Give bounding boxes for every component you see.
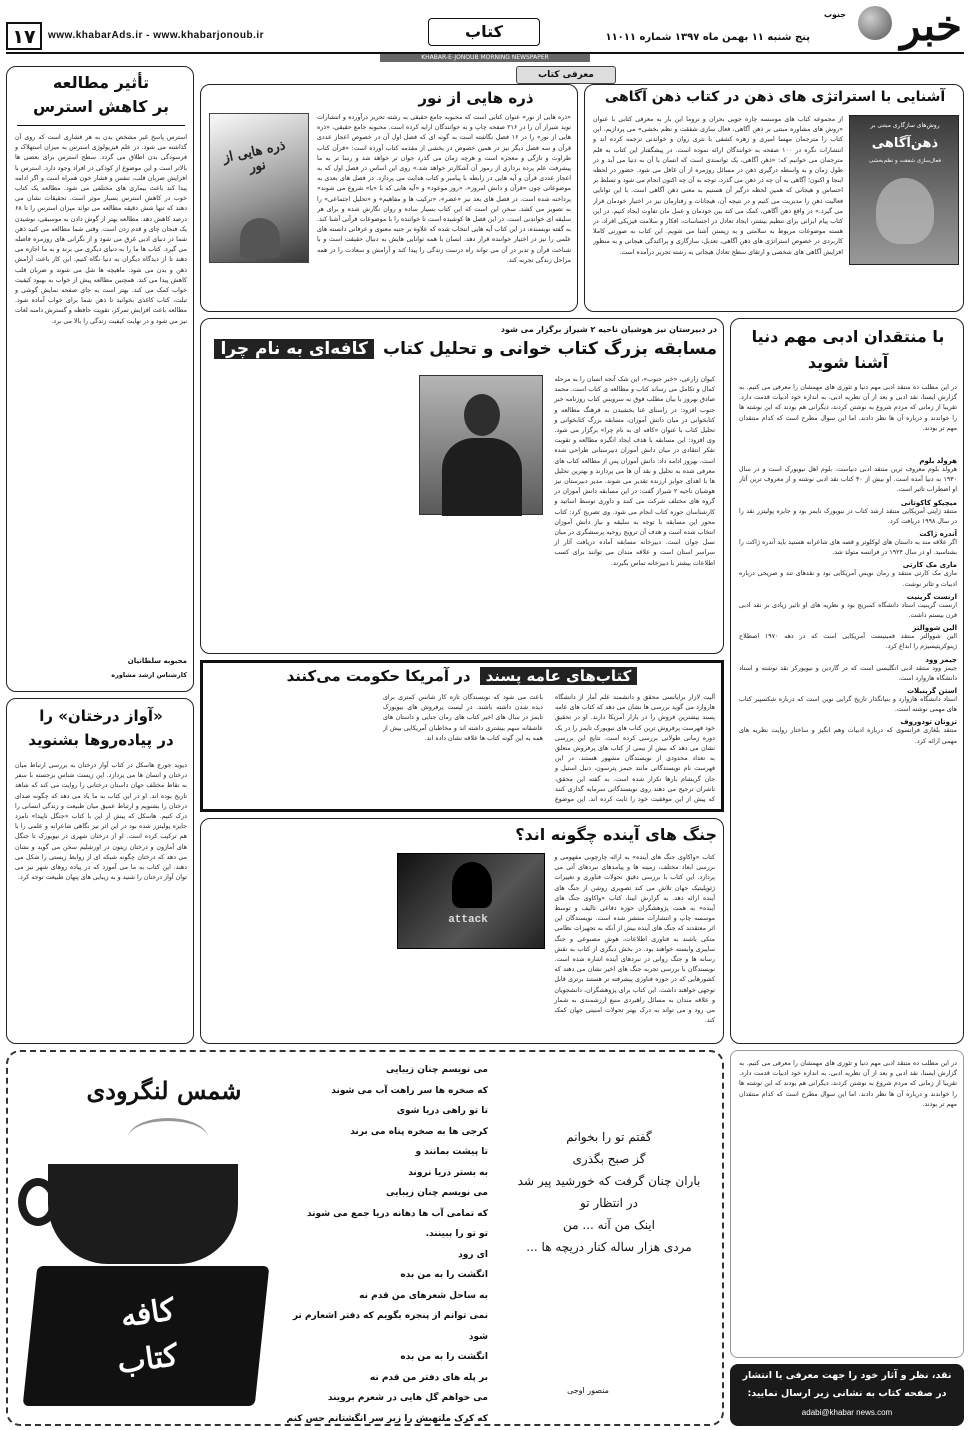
hands-icon [240, 218, 280, 258]
submission-email[interactable]: adabi@khabar news.com [801, 1408, 893, 1417]
critics-continuation-text: در این مطلب ده منتقد ادبی مهم دنیا و تئوری های مهمشان را معرفی می کنیم. به گزارش ایسنا، نقد ادبی و بعد از آن نظریه ادبی، به اندازه خود ادبیات قدمت دارد. تقریبا از زمانی که مردم شروع به نوشتن کردند، دیگرانی هم بودند که این نوشته ها را خواندند و درباره آن ها نظر دادند. اما این سوال مطرح است که کدام منتقدان مهم تر بودند. [739, 1060, 957, 1108]
book-cover-mindfulness [849, 115, 959, 265]
article-stress-role: کارشناس ارشد مشاوره [111, 671, 187, 679]
poem-shams [278, 1060, 488, 1422]
poem2-author: منصور اوجی [567, 1386, 609, 1395]
critic-item [739, 593, 957, 621]
logo-text: خبر [900, 1, 962, 50]
poem2-line: باران چنان گرفت که خورشید پیر شد [517, 1174, 701, 1188]
article-trees [6, 698, 194, 1044]
poem-line: انگشت را به من بده [400, 1352, 488, 1362]
critic-item [739, 457, 957, 496]
critic-name: تزوتان تودوروف [900, 718, 957, 727]
masthead [0, 0, 970, 62]
article-bestsellers-highlight: کتاب‌های عامه پسند [480, 667, 638, 685]
cup-handle-icon [18, 1178, 58, 1226]
issue-date: پنج شنبه ۱۱ بهمن ماه ۱۳۹۷ شماره ۱۱۰۱۱ [605, 32, 810, 43]
article-trees-title-1: «آواز درختان» را [39, 707, 163, 725]
critic-item [739, 718, 957, 746]
poem-line: که صخره ها سر راهت آب می شوند [331, 1085, 488, 1096]
poem2-line: در انتظار تو [580, 1196, 638, 1210]
critics-continuation-rule [730, 1050, 964, 1358]
cafe-label-2: کتاب [115, 1337, 181, 1382]
poem-line: می نویسم چنان زیبایی [385, 1065, 488, 1075]
poem2-line: اینک من آنه ... من [563, 1218, 655, 1232]
poetry-box [6, 1050, 724, 1426]
article-critics-title-2: آشنا شوید [807, 353, 889, 372]
poem-line: انگشت را به من بده [400, 1270, 488, 1280]
critic-item [739, 656, 957, 684]
poem-line: تا پیشت بمانند و [415, 1147, 488, 1157]
critic-name: هرولد بلوم [919, 457, 957, 465]
critic-text: منتقد بلغاری فرانسوی که درباره ادبیات وهم انگیز و ساختار روایت نظریه های مهمی ارائه کرد. [739, 727, 957, 745]
submission-line-2: در صفحه کتاب به نشانی زیر ارسال نمایید: [747, 1388, 947, 1399]
book-cover-line: فعال‌سازی شفقت و نظم‌بخشی [869, 158, 941, 164]
article-contest-body: کیوان زارعی، «خبر جنوب»، این شک آنجه انسان را به مرحله کمال و تکامل می رساند کتاب و مطالعه ی کتاب است. محمد صادق بهروز با بیان مطلب فوق به سرویس کتاب روزنامه خبر جنوب افزود: در راستای غنا بخشیدن به فرهنگ مطالعه و کتابخوانی در میان دانش آموزان، مسابقه بزرگ کتابخوانی و تحلیل کتاب با عنوان «کافه ای به نام چرا» برگزار می شود. وی افزود: این مسابقه با هدف ایجاد انگیزه مطالعه و تقویت تفکر انتقادی در میان دانش آموزان دبیرستانی طراحی شده است. بهروز ادامه داد: دانش آموزان پس از مطالعه کتاب های معرفی شده به تحلیل و نقد آن ها می پردازند و بهترین تحلیل ها با اهدای جوایز ارزنده تقدیر می شوند. مدیر دبیرستان نیز هوشیان ناحیه ۲ شیراز گفت: در این مسابقه دانش آموزان در گروه های مختلف شرکت می کنند و داوری توسط اساتید و کارشناسان حوزه کتاب انجام می شود. وی تصریح کرد: کتاب محور این مسابقه با توجه به سلیقه و نیاز دانش آموزان انتخاب شده است و هدف آن ترویج روحیه پرسشگری در میان نسل جوان است. دبیرخانه مسابقه آماده دریافت آثار از سراسر استان است و علاقه مندان می توانند برای کسب اطلاعات بیشتر با دبیرخانه تماس بگیرند. [554, 376, 715, 567]
critic-item [739, 499, 957, 527]
article-war [200, 818, 724, 1044]
steam-icon [128, 1118, 208, 1158]
article-contest-headline [209, 339, 717, 365]
poem-line: کرجی ها به صخره پناه می برند [350, 1126, 488, 1137]
critic-text: ماری مک کارتی منتقد و رمان نویس آمریکایی بود و نقدهای تند و صریحی درباره ادبیات و تئاتر نوشت. [739, 570, 957, 588]
critic-text: هرولد بلوم معروف ترین منتقد ادبی دنیاست. بلوم اهل نیویورک است و در سال ۱۹۳۰ به دنیا آمده است. او بیش از ۴۰ کتاب نقد ادبی نوشته و از معروف ترین آثار او اضطراب تاثیر است. [739, 466, 957, 494]
article-light-title: ذره هایی از نور [418, 89, 534, 107]
article-bestsellers-body: آلیت لازار برایانسی محقق و دانشمند علم آمار از دانشگاه هاروارد می گوید بررسی ها نشان می دهد که کتاب های عامه پسند بیشترین فروش را در بازار آمریکا دارند. او در تحقیق خود فهرست پرفروش ترین کتاب های نیویورک تایمز را در یک دوره زمانی طولانی بررسی کرده است. نتایج این بررسی نشان می دهد که بیش از نیمی از کتاب های پرفروش متعلق به تعداد محدودی از نویسندگان مشهور هستند. در این فهرست نام نویسندگانی مانند جیمز پترسون، دنیل استیل و جان گریشام بارها تکرار شده است. به گفته این محقق، ناشران ترجیح می دهند روی نویسندگانی سرمایه گذاری کنند که پیش از این موفقیت خود را ثابت کرده اند. این موضوع باعث می شود که نویسندگان تازه کار شانس کمتری برای دیده شدن داشته باشند. در لیست پرفروش های نیویورک تایمز در سال های اخیر کتاب های رمان جنایی و داستان های عاشقانه سهم بیشتری داشته اند و مخاطبان آمریکایی بیش از همه به این گونه کتاب ها علاقه نشان داده اند. [383, 694, 715, 804]
logo-small-text: جنوب [823, 10, 847, 19]
article-contest-title: مسابقه بزرگ کتاب خوانی و تحلیل کتاب [383, 339, 717, 359]
article-stress-title-1: تأثیر مطالعه [52, 73, 150, 92]
critic-text: ارنست گرینیت استاد دانشگاه کمبریج بود و نظریه های او تاثیر زیادی بر نقد ادبی قرن بیستم داشت. [739, 601, 957, 620]
article-light [200, 84, 578, 312]
article-light-body: «ذره هایی از نور» عنوان کتابی است که محبوبه جامع حقیقی به رشته تحریر درآورده و انتشارات نوید شیراز آن را در ۲۱۶ صفحه چاپ و به خوانندگان ارایه کرده است. محبوبه جامع حقیقی، «ذره هایی از نور» را در ۱۶ فصل نگاشته است به گونه ای که فصل اول آن در خصوص اعجاز عددی قرآن و سه فصل دیگر نیز در همین خصوص در بخشی از مقدمه کتاب آورده است: «قرآن کتاب طراوت و تازگی و معجزه است و هرچه زمان می گذرد جوان تر خواهد شد و رسا تر به ما پیشرفت علم پرده برداری از رموز آن آشکارتر خواهد شد.» روی این اساس در فصل اول که به اعجاز عددی قرآن و آیه هایی در رابطه با پیامبر و کتاب هدایت می پردازد. در فصل های بعدی به موضوعاتی چون «قرآن و دانش امروز»، «روز موعود» و «آیه هایی که با «یا» شروع می شوند» پرداخته شده است. در فصل های بعد نیز «عصر»، «ترکیب ها و مفاهیم» و «تحلیل اجتماعی» را به تصویر می کشد. سخن این است که این کتاب بسیار ساده و روان نگارش شده و برای هر سلیقه ای خواندنی است. در این فصل ها کوشیده است تا خواننده را با موضوعات قرآنی آشنا کند. به گفته نویسنده، در این کتاب آیه هایی انتخاب شده که علاوه بر جنبه معنوی و عرفانی دانسته های علمی را نیز در اختیار خواننده قرار دهد. انسان با همه توانایی هایش به دنبال حقیقت است و با شناخت قرآن و تدبر در آن می تواند راه درست زندگی را پیدا کند و آرامش و سعادت را در همه مراحل زندگی تجربه کند. [317, 114, 571, 264]
article-critics-title-1: با منتقدان ادبی مهم دنیا [751, 327, 945, 346]
article-mindfulness-body: از مجموعه کتاب های موسسه چاره جویی بحران و تروما این بار به معرفی کتابی با عنوان «روش های مشاوره مبتنی بر ذهن آگاهی، فعال سازی شفقت و نظم بخشی» می پردازیم. این کتاب را مترجمان مهسا امیری و زهره کشفی با نثری روان و خواندنی ترجمه کرده اند و انتشارات نگره در ۱۰۰ صفحه به خوانندگان ارائه نموده است. در پیشگفتار این کتاب به قلم مترجمان می خوانیم که: «ذهن آگاهی، یک توانمندی است که انسان با آن به دنیا می آید و در طول زمان و به واسطه درگیری ذهن در مسائل روزمره از آن غافل می شود. حضور در لحظه اینجا و اکنون؛ آگاهی به آن چه در ذهن می گذرد، توجه به آن چه اکنون انجام می شود و تسلط بر احساس و هیجانی که همین لحظه درگیر آن هستیم به معنی ذهن آگاهی است. با این توانایی فعالیت ذهن را مدیریت می کنیم و در نتیجه آن، هیجانات و رفتارمان نیز در اختیار خودمان قرار می گیرد.» در واقع ذهن آگاهی، کمک می کند بین خودمان و عمل مان تفاوت ایجاد کنیم. در این کتاب پیام ایرانی برای تنظیم بیشتر، ایجاد تعادل در احساسات، افکار و سلامت فیزیکی افراد، در هسته موضوعات مربوط به سلامتی و به زیستن آشنا می شویم. این کتاب به صورتی کاملا کاربردی در خصوص استراتژی های ذهن آگاهی، تعدیل، سازگاری و پراکندگی هیجانی و به منظور افزایش آگاهی های شخصی و ارتقای سطح تعادل هیجانی به رشته تحریر درآمده است. [593, 116, 843, 256]
book-cover-title: ذهن‌آگاهی [871, 136, 939, 151]
critics-list [739, 457, 957, 1039]
poem2-line: گفتم تو را بخوانم [566, 1130, 652, 1144]
poem-line: می نویسم چنان زیبایی [385, 1188, 488, 1198]
article-bestsellers-title: در آمریکا حکومت می‌کنند [286, 667, 471, 685]
book-cover-light [209, 113, 309, 263]
article-war-title: جنگ های آینده چگونه اند؟ [515, 825, 717, 844]
critic-item [739, 530, 957, 558]
critic-name: الین شووالتر [912, 624, 957, 633]
critic-text: منتقد ژاپنی آمریکایی منتقد ارشد کتاب در نیویورک تایمز بود و جایزه پولیتزر نقد را در سال ۱۹۹۸ دریافت کرد. [739, 507, 957, 525]
article-stress-author: محبوبه سلطانیان [127, 657, 187, 665]
article-contest [200, 318, 724, 654]
poem-line: نمی توانم از پنجره بگویم که دفتر اشعارم تر شود [292, 1311, 488, 1342]
poem-line: می خواهم گل هایی در شعرم برویند [327, 1393, 488, 1403]
poem-ouji [504, 1126, 714, 1366]
article-bestsellers [200, 660, 724, 812]
critic-item [739, 561, 957, 589]
book-cover-light-text: ذره هایی از نور [221, 138, 287, 176]
poem-line: تو تو را ببینند. [425, 1229, 488, 1239]
article-mindfulness [584, 84, 964, 312]
poem2-line: گز صبح بگذری [572, 1152, 646, 1166]
poem-line: بر پله های دفتر من قدم نه [369, 1372, 488, 1383]
article-trees-title-2: در پیاده‌روها بشنوید [28, 731, 174, 749]
website-urls[interactable]: www.khabarAds.ir - www.khabarjonoub.ir [48, 30, 265, 41]
article-stress [6, 66, 194, 692]
poem-line: که تمامی آب ها دهانه دریا جمع می شوند [306, 1208, 488, 1219]
critic-name: میچیکو کاکوتانی [900, 498, 957, 507]
poem-line: تا تو راهی دریا شوی [396, 1106, 488, 1116]
submission-box [730, 1364, 964, 1426]
head-silhouette-icon [876, 178, 934, 244]
submission-line-1: نقد، نظر و آثار خود را جهت معرفی یا انتشار [742, 1370, 952, 1381]
war-photo-caption: attack [448, 914, 488, 926]
subtitle-bar: KHABAR-E-JONOUB MORNING NEWSPAPER [380, 54, 590, 62]
section-title: کتاب [428, 18, 540, 46]
critic-text: اگر علاقه مند به داستان های لوکلوتر و قصه های شاعرانه هستید باید آندره ژاکت را بشناسید. او در سال ۱۹۲۴ در فرانسه متولد شد. [739, 539, 957, 557]
poem-line: به ساحل شعرهای من قدم نه [359, 1290, 488, 1301]
page-number: ۱۷ [6, 22, 42, 50]
intro-tag: معرفی کتاب [516, 66, 616, 84]
article-stress-body: استرس پاسخ غیر مشخص بدن به هر فشاری است که روی آن گذاشته می شود. در علم فیزیولوژی استرس به میزان استهلاک و فرسودگی بدن اطلاق می گردد. سطح استرس برای بعضی ها بالاتر است و این موضوع از کودکی در افراد وجود دارد. استرس با افزایش ضربان قلب، تنفس و فشار خون همراه است و اگر ادامه پیدا کند باعث بیماری های مختلفی می شود. مطالعه یک کتاب خوب در کاهش استرس بسیار موثر است. تحقیقات نشان می دهند که تنها شش دقیقه مطالعه می تواند میزان استرس را تا ۶۸ درصد کاهش دهد. مطالعه بهتر از گوش دادن به موسیقی، نوشیدن یک فنجان چای و قدم زدن است. وقتی شما مطالعه می کنید ذهن شما در دنیای ادبی غرق می شود و از نگرانی های روزمره فاصله می گیرد. کتاب ها ما را به دنیای دیگری می برند و به ما اجازه می دهند تا از دیدگاه دیگران به دنیا نگاه کنیم. این کار باعث آرامش ذهن و بدن می شود. ماهیچه ها شل می شوند و ضربان قلب کاهش پیدا می کند. همچنین مطالعه پیش از خواب به بهبود کیفیت خواب کمک می کند. بهتر است به جای صفحه نمایش گوشی و تبلت، کتاب کاغذی بخوانید تا ذهن شما برای خواب آماده شود. مطالعه باعث افزایش تمرکز، تقویت حافظه و گسترش دامنه لغات نیز می شود و در نهایت کیفیت زندگی را بالا می برد. [15, 134, 187, 325]
article-mindfulness-title: آشنایی با استراتژی های ذهن در کتاب ذهن آگاهی [604, 89, 946, 105]
poem-line: که کرک ملتهبش را زیر سر انگشتانم حس کنم [286, 1413, 488, 1424]
title-rule [17, 125, 185, 126]
poem-line: ای رود [458, 1249, 488, 1260]
critic-name: آندره ژاکت [919, 530, 957, 539]
article-contest-kicker: در دبیرستان نیز هوشیان ناحیه ۲ شیراز برگزار می شود [500, 325, 717, 334]
critic-text: الین شووالتر منتقد فمینیست آمریکایی است که در دهه ۱۹۷۰ اصطلاح ژینوکریتیسیزم را ابداع کرد. [739, 633, 957, 651]
article-stress-title-2: بر کاهش استرس [33, 97, 169, 116]
coffee-cup-icon [48, 1164, 238, 1264]
poem2-line: مردی هزار ساله کنار دریچه ها ... [526, 1240, 692, 1254]
book-cover-subtitle: روش‌های سازگاری مبتنی بر [870, 122, 940, 129]
cafe-label-1: کافه [118, 1292, 177, 1335]
critic-text: جیمز وود منتقد ادبی انگلیسی است که در گاردین و نیویورکر نقد نوشته و استاد دانشگاه هاروارد است. [739, 664, 957, 682]
critic-name: ارنست گرینیت [906, 592, 957, 601]
critic-name: ماری مک کارتی [902, 561, 957, 570]
article-critics [730, 318, 964, 1044]
article-bestsellers-headline [209, 666, 715, 688]
poem-line: به بستر دریا نروند [408, 1167, 488, 1178]
newspaper-logo [818, 1, 964, 52]
critic-item [739, 687, 957, 715]
article-war-body: کتاب «واکاوی جنگ های آینده» به ارائه چارچوبی مفهومی و بررسی ابعاد مختلف، زمینه ها و پیامدهای نبردهای آتی می پردازد. این کتاب با بررسی دقیق تحولات فناوری و تغییرات ژئوپلیتیک جهان تلاش می کند تصویری روشن از جنگ های آینده ارائه دهد. به گزارش ایبنا، کتاب «واکاوی جنگ های آینده» به همت پژوهشگران حوزه دفاعی تالیف و توسط موسسه چاپ و انتشارات منتشر شده است. نویسندگان این اثر معتقدند که جنگ های آینده بیش از آنکه به تجهیزات نظامی متکی باشند به فناوری اطلاعات، هوش مصنوعی و جنگ سایبری وابسته خواهند بود. در بخش دیگری از کتاب به نقش رسانه ها و جنگ روانی در نبردهای آینده اشاره شده است. نویسندگان با بررسی تجربه جنگ های اخیر نشان می دهند که کشورهایی که در حوزه فناوری پیشرفته تر هستند برتری قابل توجهی خواهند داشت. این کتاب برای پژوهشگران، دانشجویان و علاقه مندان به مسائل راهبردی منبع ارزشمندی به شمار می رود و می تواند به درک بهتر تحولات امنیتی جهان کمک کند. [554, 854, 715, 1025]
poetry-author-title: شمس لنگرودی [86, 1076, 242, 1105]
critic-name: استن گرینبلات [907, 687, 957, 696]
article-trees-body: دیوید جورج هاسکل در کتاب آواز درختان به بررسی ارتباط میان درختان و انسان ها می پردازد. این زیست شناس برجسته با سفر به نقاط مختلف جهان داستان درختانی را روایت می کند که شاهد تاریخ بوده اند. او در این کتاب به ما یاد می دهد که چگونه صدای درختان را بشنویم و ارتباط عمیق میان طبیعت و زندگی انسانی را درک کنیم. هاسکل که پیش از این با کتاب «جنگل ناپیدا» نامزد جایزه پولیتزر شده بود در این اثر نیز نگاهی شاعرانه و علمی را با هم ترکیب کرده است. او از درختان شهری در نیویورک تا جنگل های آمازون و درختان زیتون در اورشلیم سخن می گوید و نشان می دهد که درختان چگونه شبکه ای از روابط زیستی را شکل می دهند. این کتاب به ما می آموزد که در پیاده روهای شهر نیز می توان آواز درختان را شنید و به زیبایی های پنهان طبیعت توجه کرد. [15, 762, 187, 882]
critic-text: استاد دانشگاه هاروارد و بنیانگذار تاریخ گرایی نوین است که درباره شکسپیر کتاب های مهمی نوشته است. [739, 696, 957, 714]
critic-name: جیمز وود [925, 655, 957, 664]
article-critics-intro: در این مطلب ده منتقد ادبی مهم دنیا و تئوری های مهمشان را معرفی می کنیم. به گزارش ایسنا، نقد ادبی و بعد از آن نظریه ادبی، به اندازه خود ادبیات قدمت دارد. تقریبا از زمانی که مردم شروع به نوشتن کردند، دیگرانی هم بودند که این نوشته ها را خواندند و درباره آن ها نظر دادند. اما این سوال مطرح است که کدام منتقدان مهم تر بودند. [739, 384, 957, 432]
critic-item [739, 624, 957, 652]
article-contest-highlight: کافه‌ای به نام چرا [214, 339, 373, 359]
